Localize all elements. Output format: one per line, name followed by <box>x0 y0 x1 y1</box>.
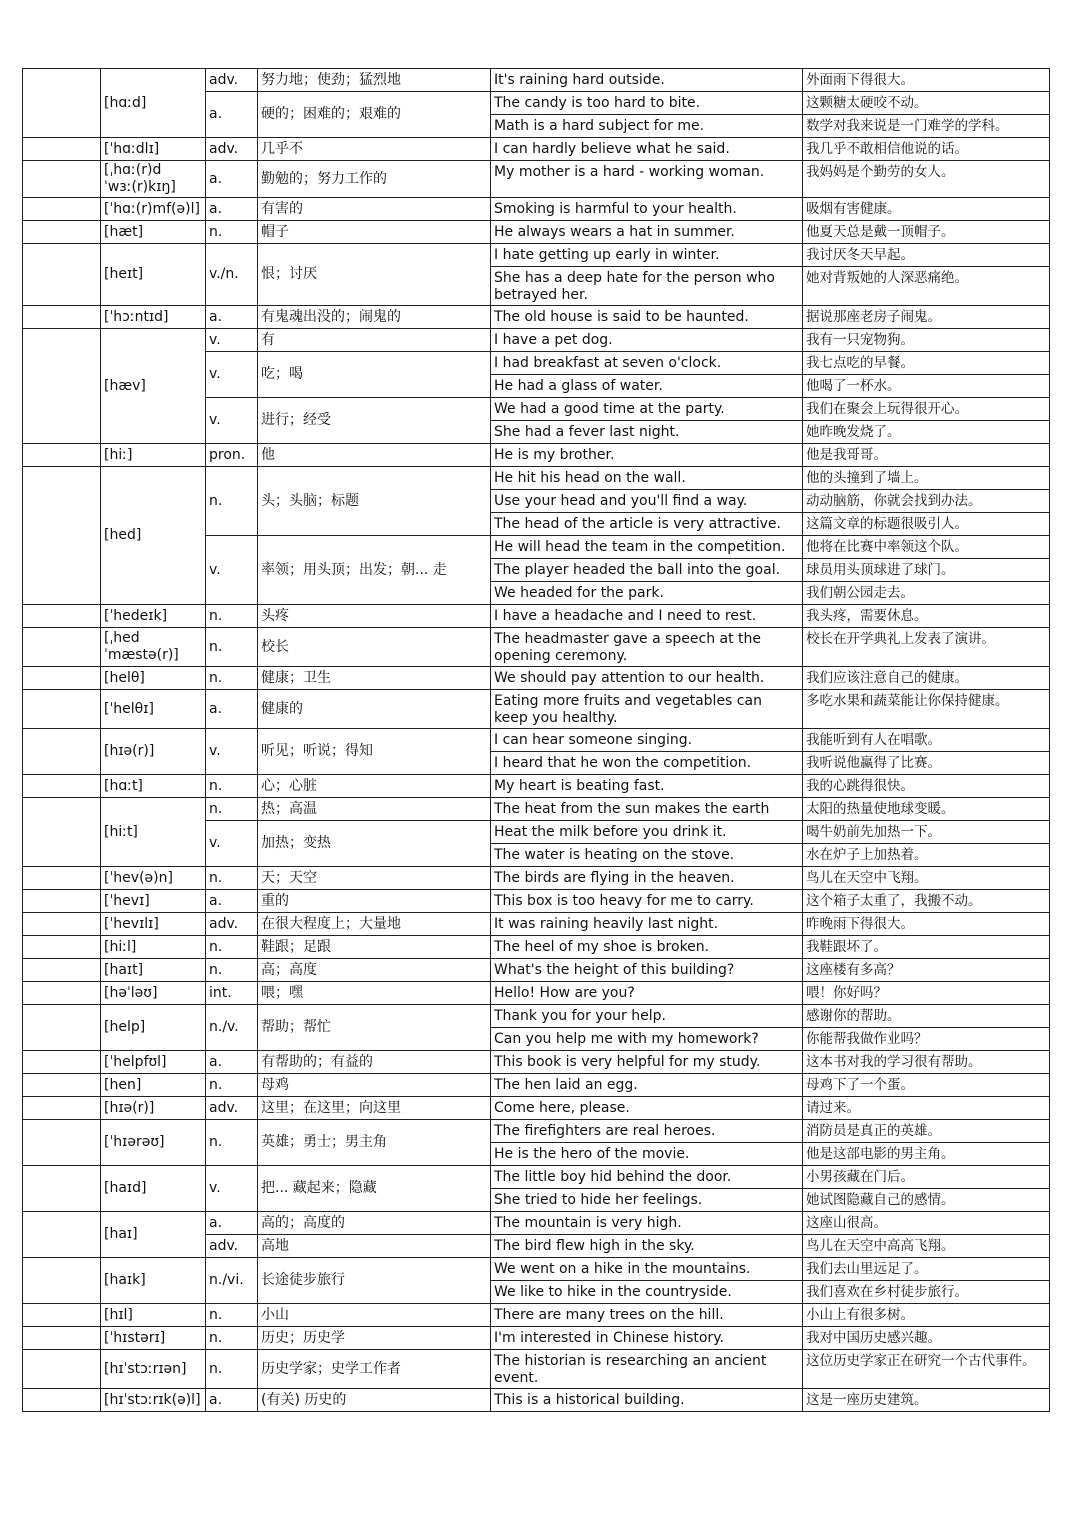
part-of-speech-cell: pron. <box>206 444 258 467</box>
example-english-cell: She tried to hide her feelings. <box>491 1189 803 1212</box>
example-english-cell: The old house is said to be haunted. <box>491 306 803 329</box>
word-cell <box>23 1005 101 1051</box>
phonetic-cell: [hed] <box>101 467 206 605</box>
meaning-cell: 率领；用头顶；出发；朝... 走 <box>258 536 491 605</box>
phonetic-cell: [ˈhev(ə)n] <box>101 867 206 890</box>
example-english-cell: Math is a hard subject for me. <box>491 115 803 138</box>
table-row <box>23 913 1050 936</box>
phonetic-cell: [haɪ] <box>101 1212 206 1258</box>
example-chinese-cell: 我对中国历史感兴趣。 <box>803 1327 1050 1350</box>
example-chinese-cell: 外面雨下得很大。 <box>803 69 1050 92</box>
part-of-speech-cell: v. <box>206 352 258 398</box>
example-english-cell: There are many trees on the hill. <box>491 1304 803 1327</box>
meaning-cell: 恨；讨厌 <box>258 244 491 306</box>
example-chinese-cell: 我鞋跟坏了。 <box>803 936 1050 959</box>
table-row <box>23 775 1050 798</box>
phonetic-cell: [ˈhelθɪ] <box>101 690 206 729</box>
phonetic-cell: [ˈhɑː(r)mf(ə)l] <box>101 198 206 221</box>
part-of-speech-cell: n. <box>206 1120 258 1166</box>
phonetic-cell: [həˈləʊ] <box>101 982 206 1005</box>
example-english-cell: He will head the team in the competition. <box>491 536 803 559</box>
table-row <box>23 690 1050 729</box>
example-chinese-cell: 鸟儿在天空中飞翔。 <box>803 867 1050 890</box>
word-cell <box>23 329 101 444</box>
example-chinese-cell: 太阳的热量使地球变暖。 <box>803 798 1050 821</box>
phonetic-cell: [hen] <box>101 1074 206 1097</box>
part-of-speech-cell: a. <box>206 890 258 913</box>
meaning-cell: 几乎不 <box>258 138 491 161</box>
example-chinese-cell: 水在炉子上加热着。 <box>803 844 1050 867</box>
part-of-speech-cell: n. <box>206 867 258 890</box>
meaning-cell: 健康的 <box>258 690 491 729</box>
table-row <box>23 221 1050 244</box>
phonetic-cell: [hiː] <box>101 444 206 467</box>
meaning-cell: 帮助；帮忙 <box>258 1005 491 1051</box>
meaning-cell: 头疼 <box>258 605 491 628</box>
table-row <box>23 1258 1050 1281</box>
example-english-cell: This is a historical building. <box>491 1389 803 1412</box>
example-chinese-cell: 我听说他赢得了比赛。 <box>803 752 1050 775</box>
table-row <box>23 628 1050 667</box>
table-row <box>23 1327 1050 1350</box>
example-english-cell: I have a pet dog. <box>491 329 803 352</box>
word-cell <box>23 198 101 221</box>
phonetic-cell: [ˈhedeɪk] <box>101 605 206 628</box>
example-chinese-cell: 她昨晚发烧了。 <box>803 421 1050 444</box>
word-cell <box>23 244 101 306</box>
example-chinese-cell: 昨晚雨下得很大。 <box>803 913 1050 936</box>
example-english-cell: The candy is too hard to bite. <box>491 92 803 115</box>
word-cell <box>23 161 101 198</box>
example-chinese-cell: 这座楼有多高？ <box>803 959 1050 982</box>
part-of-speech-cell: v. <box>206 729 258 775</box>
example-chinese-cell: 小山上有很多树。 <box>803 1304 1050 1327</box>
table-row <box>23 1074 1050 1097</box>
example-english-cell: The hen laid an egg. <box>491 1074 803 1097</box>
word-cell <box>23 1120 101 1166</box>
example-english-cell: I'm interested in Chinese history. <box>491 1327 803 1350</box>
example-chinese-cell: 这是一座历史建筑。 <box>803 1389 1050 1412</box>
example-english-cell: The heel of my shoe is broken. <box>491 936 803 959</box>
meaning-cell: 高地 <box>258 1235 491 1258</box>
part-of-speech-cell: n. <box>206 467 258 536</box>
example-chinese-cell: 你能帮我做作业吗？ <box>803 1028 1050 1051</box>
example-chinese-cell: 请过来。 <box>803 1097 1050 1120</box>
table-row <box>23 798 1050 821</box>
word-cell <box>23 605 101 628</box>
example-chinese-cell: 他的头撞到了墙上。 <box>803 467 1050 490</box>
example-chinese-cell: 吸烟有害健康。 <box>803 198 1050 221</box>
phonetic-cell: [ˌhɑː(r)dˈwɜː(r)kɪŋ] <box>101 161 206 198</box>
meaning-cell: 喂；嘿 <box>258 982 491 1005</box>
meaning-cell: 英雄；勇士；男主角 <box>258 1120 491 1166</box>
example-english-cell: He had a glass of water. <box>491 375 803 398</box>
part-of-speech-cell: v. <box>206 821 258 867</box>
phonetic-cell: [hɪˈstɔːrɪk(ə)l] <box>101 1389 206 1412</box>
example-chinese-cell: 我的心跳得很快。 <box>803 775 1050 798</box>
table-row <box>23 198 1050 221</box>
example-chinese-cell: 我们去山里远足了。 <box>803 1258 1050 1281</box>
word-cell <box>23 1074 101 1097</box>
word-cell <box>23 959 101 982</box>
example-chinese-cell: 这位历史学家正在研究一个古代事件。 <box>803 1350 1050 1389</box>
part-of-speech-cell: n. <box>206 936 258 959</box>
part-of-speech-cell: v. <box>206 398 258 444</box>
phonetic-cell: [ˈhɔːntɪd] <box>101 306 206 329</box>
phonetic-cell: [ˈhelpfʊl] <box>101 1051 206 1074</box>
example-english-cell: I have a headache and I need to rest. <box>491 605 803 628</box>
phonetic-cell: [ˌhedˈmæstə(r)] <box>101 628 206 667</box>
meaning-cell: 高的；高度的 <box>258 1212 491 1235</box>
example-chinese-cell: 数学对我来说是一门难学的学科。 <box>803 115 1050 138</box>
word-cell <box>23 628 101 667</box>
example-chinese-cell: 母鸡下了一个蛋。 <box>803 1074 1050 1097</box>
example-english-cell: I can hear someone singing. <box>491 729 803 752</box>
example-english-cell: Come here, please. <box>491 1097 803 1120</box>
part-of-speech-cell: v. <box>206 329 258 352</box>
phonetic-cell: [hiːt] <box>101 798 206 867</box>
part-of-speech-cell: n. <box>206 798 258 821</box>
part-of-speech-cell: a. <box>206 1051 258 1074</box>
phonetic-cell: [haɪt] <box>101 959 206 982</box>
table-row <box>23 1166 1050 1189</box>
part-of-speech-cell: n. <box>206 1074 258 1097</box>
example-chinese-cell: 这本书对我的学习很有帮助。 <box>803 1051 1050 1074</box>
example-english-cell: This book is very helpful for my study. <box>491 1051 803 1074</box>
table-row <box>23 1350 1050 1389</box>
example-english-cell: It was raining heavily last night. <box>491 913 803 936</box>
example-english-cell: Use your head and you'll find a way. <box>491 490 803 513</box>
meaning-cell: 天；天空 <box>258 867 491 890</box>
example-chinese-cell: 她对背叛她的人深恶痛绝。 <box>803 267 1050 306</box>
phonetic-cell: [hɪl] <box>101 1304 206 1327</box>
example-chinese-cell: 球员用头顶球进了球门。 <box>803 559 1050 582</box>
phonetic-cell: [hɑːt] <box>101 775 206 798</box>
example-english-cell: The birds are flying in the heaven. <box>491 867 803 890</box>
part-of-speech-cell: n./v. <box>206 1005 258 1051</box>
table-row <box>23 1005 1050 1028</box>
example-chinese-cell: 我们喜欢在乡村徒步旅行。 <box>803 1281 1050 1304</box>
word-cell <box>23 1258 101 1304</box>
word-cell <box>23 667 101 690</box>
phonetic-cell: [hæv] <box>101 329 206 444</box>
example-english-cell: I hate getting up early in winter. <box>491 244 803 267</box>
example-chinese-cell: 我几乎不敢相信他说的话。 <box>803 138 1050 161</box>
word-cell <box>23 444 101 467</box>
part-of-speech-cell: a. <box>206 198 258 221</box>
example-english-cell: We headed for the park. <box>491 582 803 605</box>
word-cell <box>23 729 101 775</box>
example-chinese-cell: 动动脑筋，你就会找到办法。 <box>803 490 1050 513</box>
example-english-cell: We went on a hike in the mountains. <box>491 1258 803 1281</box>
phonetic-cell: [ˈhɪərəʊ] <box>101 1120 206 1166</box>
meaning-cell: 长途徒步旅行 <box>258 1258 491 1304</box>
meaning-cell: 母鸡 <box>258 1074 491 1097</box>
example-chinese-cell: 感谢你的帮助。 <box>803 1005 1050 1028</box>
phonetic-cell: [ˈhevɪ] <box>101 890 206 913</box>
example-chinese-cell: 我们朝公园走去。 <box>803 582 1050 605</box>
word-cell <box>23 1389 101 1412</box>
phonetic-cell: [helθ] <box>101 667 206 690</box>
phonetic-cell: [hɪˈstɔːrɪən] <box>101 1350 206 1389</box>
example-english-cell: She has a deep hate for the person who betrayed her. <box>491 267 803 306</box>
word-cell <box>23 1327 101 1350</box>
part-of-speech-cell: n. <box>206 1327 258 1350</box>
table-row <box>23 444 1050 467</box>
meaning-cell: 健康；卫生 <box>258 667 491 690</box>
part-of-speech-cell: adv. <box>206 138 258 161</box>
table-row <box>23 936 1050 959</box>
example-chinese-cell: 这个箱子太重了，我搬不动。 <box>803 890 1050 913</box>
phonetic-cell: [help] <box>101 1005 206 1051</box>
part-of-speech-cell: int. <box>206 982 258 1005</box>
meaning-cell: 有害的 <box>258 198 491 221</box>
example-english-cell: My mother is a hard - working woman. <box>491 161 803 198</box>
part-of-speech-cell: n. <box>206 221 258 244</box>
meaning-cell: 硬的；困难的；艰难的 <box>258 92 491 138</box>
phonetic-cell: [ˈhɑːdlɪ] <box>101 138 206 161</box>
word-cell <box>23 69 101 138</box>
meaning-cell: 热；高温 <box>258 798 491 821</box>
phonetic-cell: [ˈhɪstərɪ] <box>101 1327 206 1350</box>
example-chinese-cell: 我头疼，需要休息。 <box>803 605 1050 628</box>
example-chinese-cell: 小男孩藏在门后。 <box>803 1166 1050 1189</box>
word-cell <box>23 913 101 936</box>
example-chinese-cell: 我们在聚会上玩得很开心。 <box>803 398 1050 421</box>
example-chinese-cell: 消防员是真正的英雄。 <box>803 1120 1050 1143</box>
part-of-speech-cell: v. <box>206 536 258 605</box>
meaning-cell: 高；高度 <box>258 959 491 982</box>
table-row <box>23 138 1050 161</box>
example-english-cell: I had breakfast at seven o'clock. <box>491 352 803 375</box>
phonetic-cell: [hæt] <box>101 221 206 244</box>
part-of-speech-cell: adv. <box>206 1235 258 1258</box>
phonetic-cell: [hiːl] <box>101 936 206 959</box>
part-of-speech-cell: n. <box>206 1350 258 1389</box>
example-english-cell: He hit his head on the wall. <box>491 467 803 490</box>
example-chinese-cell: 多吃水果和蔬菜能让你保持健康。 <box>803 690 1050 729</box>
example-chinese-cell: 我七点吃的早餐。 <box>803 352 1050 375</box>
table-row <box>23 1304 1050 1327</box>
part-of-speech-cell: a. <box>206 1212 258 1235</box>
example-chinese-cell: 我们应该注意自己的健康。 <box>803 667 1050 690</box>
word-cell <box>23 221 101 244</box>
example-english-cell: The water is heating on the stove. <box>491 844 803 867</box>
table-row <box>23 467 1050 490</box>
word-cell <box>23 1212 101 1258</box>
word-cell <box>23 890 101 913</box>
table-row <box>23 1212 1050 1235</box>
table-row <box>23 1097 1050 1120</box>
part-of-speech-cell: a. <box>206 1389 258 1412</box>
example-chinese-cell: 我妈妈是个勤劳的女人。 <box>803 161 1050 198</box>
word-cell <box>23 982 101 1005</box>
meaning-cell: 小山 <box>258 1304 491 1327</box>
example-english-cell: The firefighters are real heroes. <box>491 1120 803 1143</box>
example-english-cell: The bird flew high in the sky. <box>491 1235 803 1258</box>
word-cell <box>23 867 101 890</box>
example-english-cell: He is the hero of the movie. <box>491 1143 803 1166</box>
meaning-cell: 听见；听说；得知 <box>258 729 491 775</box>
meaning-cell: 加热；变热 <box>258 821 491 867</box>
part-of-speech-cell: adv. <box>206 913 258 936</box>
word-cell <box>23 1166 101 1212</box>
meaning-cell: 在很大程度上；大量地 <box>258 913 491 936</box>
example-english-cell: The headmaster gave a speech at the opening ceremony. <box>491 628 803 667</box>
phonetic-cell: [heɪt] <box>101 244 206 306</box>
meaning-cell: 鞋跟；足跟 <box>258 936 491 959</box>
phonetic-cell: [hɪə(r)] <box>101 1097 206 1120</box>
vocabulary-table-body <box>23 69 1050 1412</box>
example-english-cell: We had a good time at the party. <box>491 398 803 421</box>
meaning-cell: 进行；经受 <box>258 398 491 444</box>
meaning-cell: 帽子 <box>258 221 491 244</box>
meaning-cell: 心；心脏 <box>258 775 491 798</box>
example-english-cell: It's raining hard outside. <box>491 69 803 92</box>
example-english-cell: Heat the milk before you drink it. <box>491 821 803 844</box>
example-english-cell: The mountain is very high. <box>491 1212 803 1235</box>
example-english-cell: What's the height of this building? <box>491 959 803 982</box>
part-of-speech-cell: n. <box>206 605 258 628</box>
meaning-cell: 校长 <box>258 628 491 667</box>
example-chinese-cell: 据说那座老房子闹鬼。 <box>803 306 1050 329</box>
example-english-cell: The little boy hid behind the door. <box>491 1166 803 1189</box>
part-of-speech-cell: a. <box>206 306 258 329</box>
table-row <box>23 959 1050 982</box>
meaning-cell: 有帮助的；有益的 <box>258 1051 491 1074</box>
meaning-cell: 这里；在这里；向这里 <box>258 1097 491 1120</box>
example-chinese-cell: 这颗糖太硬咬不动。 <box>803 92 1050 115</box>
example-english-cell: We like to hike in the countryside. <box>491 1281 803 1304</box>
example-chinese-cell: 校长在开学典礼上发表了演讲。 <box>803 628 1050 667</box>
part-of-speech-cell: a. <box>206 92 258 138</box>
table-row <box>23 1051 1050 1074</box>
table-row <box>23 306 1050 329</box>
example-english-cell: Hello! How are you? <box>491 982 803 1005</box>
meaning-cell: 努力地；使劲；猛烈地 <box>258 69 491 92</box>
table-row <box>23 1389 1050 1412</box>
table-row <box>23 890 1050 913</box>
meaning-cell: 把... 藏起来；隐藏 <box>258 1166 491 1212</box>
example-english-cell: He always wears a hat in summer. <box>491 221 803 244</box>
example-chinese-cell: 这篇文章的标题很吸引人。 <box>803 513 1050 536</box>
table-row <box>23 161 1050 198</box>
example-chinese-cell: 他是我哥哥。 <box>803 444 1050 467</box>
meaning-cell: 他 <box>258 444 491 467</box>
example-english-cell: Can you help me with my homework? <box>491 1028 803 1051</box>
word-cell <box>23 1051 101 1074</box>
part-of-speech-cell: adv. <box>206 1097 258 1120</box>
table-row <box>23 1120 1050 1143</box>
meaning-cell: 历史；历史学 <box>258 1327 491 1350</box>
table-row <box>23 69 1050 92</box>
example-english-cell: Smoking is harmful to your health. <box>491 198 803 221</box>
part-of-speech-cell: n. <box>206 628 258 667</box>
example-english-cell: Thank you for your help. <box>491 1005 803 1028</box>
example-english-cell: The heat from the sun makes the earth <box>491 798 803 821</box>
example-chinese-cell: 喂！你好吗？ <box>803 982 1050 1005</box>
part-of-speech-cell: n. <box>206 959 258 982</box>
word-cell <box>23 1350 101 1389</box>
meaning-cell: 重的 <box>258 890 491 913</box>
table-row <box>23 982 1050 1005</box>
table-row <box>23 244 1050 267</box>
word-cell <box>23 1304 101 1327</box>
phonetic-cell: [haɪd] <box>101 1166 206 1212</box>
phonetic-cell: [hɪə(r)] <box>101 729 206 775</box>
word-cell <box>23 775 101 798</box>
example-chinese-cell: 喝牛奶前先加热一下。 <box>803 821 1050 844</box>
example-chinese-cell: 他喝了一杯水。 <box>803 375 1050 398</box>
example-english-cell: We should pay attention to our health. <box>491 667 803 690</box>
part-of-speech-cell: n./vi. <box>206 1258 258 1304</box>
word-cell <box>23 467 101 605</box>
part-of-speech-cell: v. <box>206 1166 258 1212</box>
example-english-cell: The player headed the ball into the goal. <box>491 559 803 582</box>
phonetic-cell: [haɪk] <box>101 1258 206 1304</box>
example-english-cell: I can hardly believe what he said. <box>491 138 803 161</box>
meaning-cell: 历史学家；史学工作者 <box>258 1350 491 1389</box>
example-english-cell: Eating more fruits and vegetables can keep you healthy. <box>491 690 803 729</box>
example-chinese-cell: 他是这部电影的男主角。 <box>803 1143 1050 1166</box>
part-of-speech-cell: a. <box>206 161 258 198</box>
example-english-cell: I heard that he won the competition. <box>491 752 803 775</box>
example-english-cell: The head of the article is very attractive. <box>491 513 803 536</box>
example-chinese-cell: 他夏天总是戴一顶帽子。 <box>803 221 1050 244</box>
part-of-speech-cell: n. <box>206 1304 258 1327</box>
example-chinese-cell: 她试图隐藏自己的感情。 <box>803 1189 1050 1212</box>
table-row <box>23 667 1050 690</box>
word-cell <box>23 690 101 729</box>
part-of-speech-cell: adv. <box>206 69 258 92</box>
vocabulary-table <box>22 68 1050 1412</box>
meaning-cell: 有鬼魂出没的；闹鬼的 <box>258 306 491 329</box>
word-cell <box>23 1097 101 1120</box>
meaning-cell: 头；头脑；标题 <box>258 467 491 536</box>
table-row <box>23 729 1050 752</box>
word-cell <box>23 138 101 161</box>
phonetic-cell: [hɑːd] <box>101 69 206 138</box>
example-english-cell: The historian is researching an ancient event. <box>491 1350 803 1389</box>
example-english-cell: He is my brother. <box>491 444 803 467</box>
example-chinese-cell: 我有一只宠物狗。 <box>803 329 1050 352</box>
example-english-cell: She had a fever last night. <box>491 421 803 444</box>
table-row <box>23 605 1050 628</box>
example-english-cell: My heart is beating fast. <box>491 775 803 798</box>
table-row <box>23 329 1050 352</box>
meaning-cell: (有关) 历史的 <box>258 1389 491 1412</box>
example-chinese-cell: 鸟儿在天空中高高飞翔。 <box>803 1235 1050 1258</box>
meaning-cell: 勤勉的；努力工作的 <box>258 161 491 198</box>
meaning-cell: 吃；喝 <box>258 352 491 398</box>
example-chinese-cell: 我讨厌冬天早起。 <box>803 244 1050 267</box>
example-chinese-cell: 这座山很高。 <box>803 1212 1050 1235</box>
word-cell <box>23 798 101 867</box>
part-of-speech-cell: v./n. <box>206 244 258 306</box>
phonetic-cell: [ˈhevɪlɪ] <box>101 913 206 936</box>
word-cell <box>23 306 101 329</box>
example-english-cell: This box is too heavy for me to carry. <box>491 890 803 913</box>
part-of-speech-cell: a. <box>206 690 258 729</box>
part-of-speech-cell: n. <box>206 775 258 798</box>
part-of-speech-cell: n. <box>206 667 258 690</box>
word-cell <box>23 936 101 959</box>
meaning-cell: 有 <box>258 329 491 352</box>
example-chinese-cell: 我能听到有人在唱歌。 <box>803 729 1050 752</box>
example-chinese-cell: 他将在比赛中率领这个队。 <box>803 536 1050 559</box>
table-row <box>23 867 1050 890</box>
